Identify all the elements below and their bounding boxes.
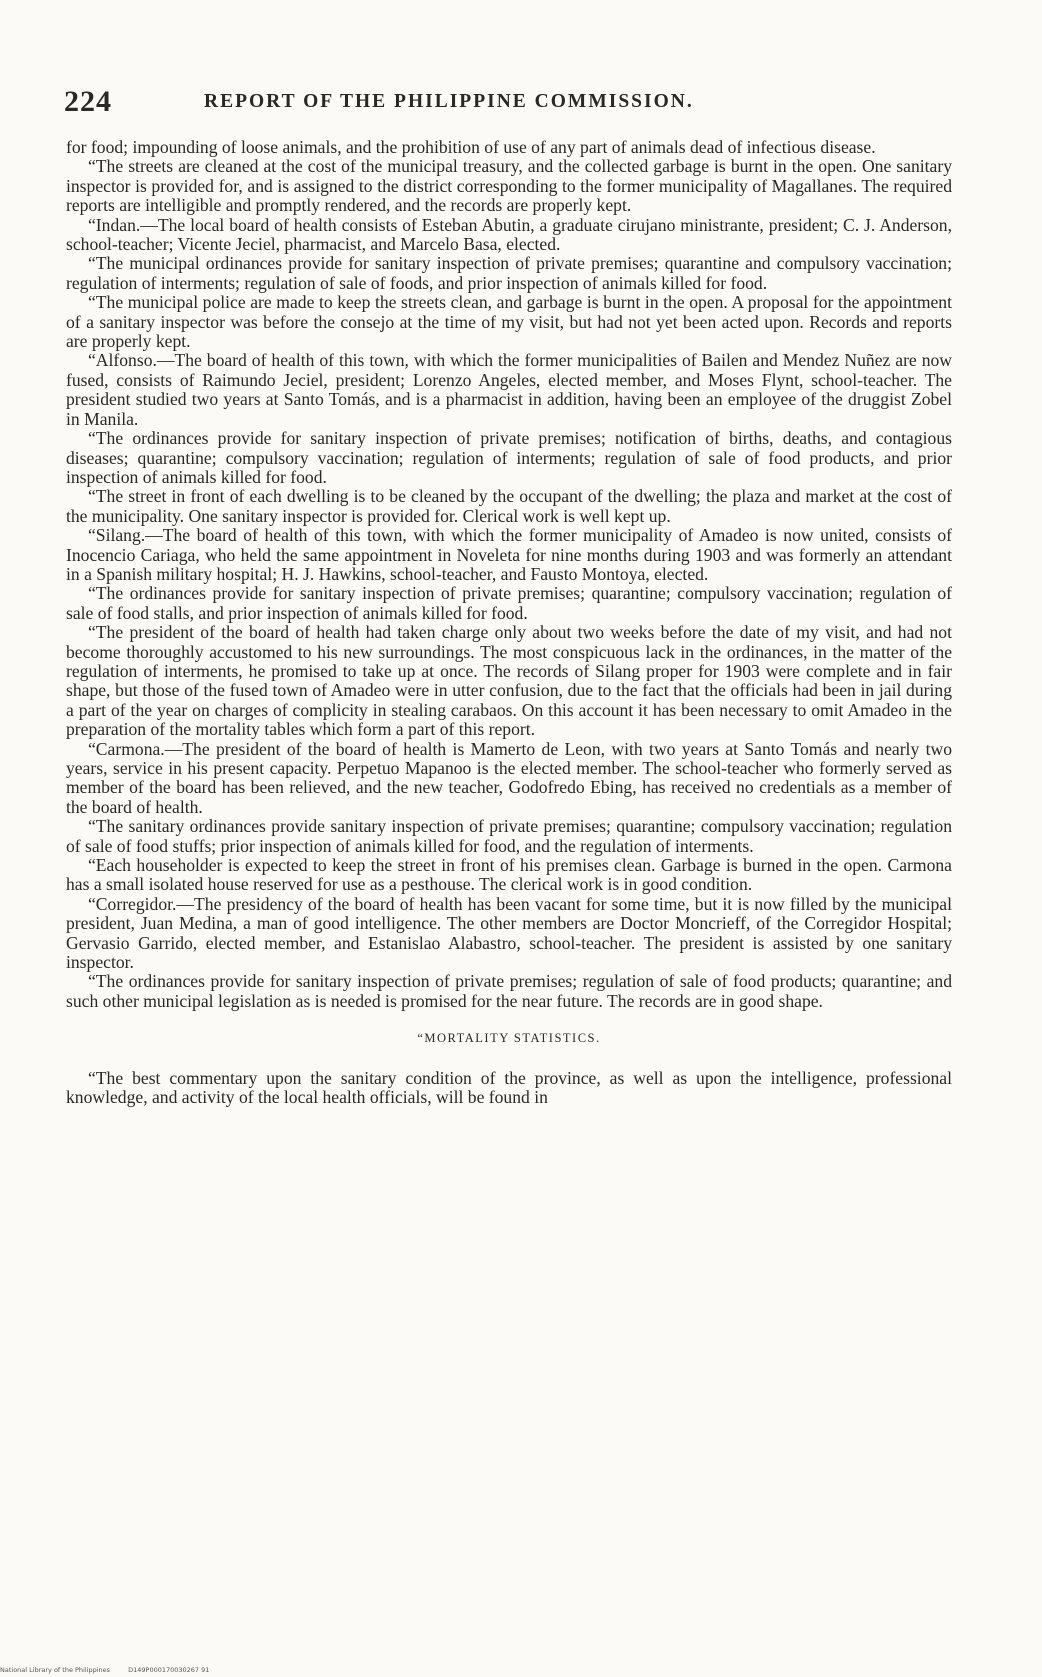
paragraph: “The municipal ordinances provide for sanitary inspection of private premises; quarantine and compulsory vaccination; regulation of interments; regulation of sale of foods, and prior inspection of animals killed for food. <box>66 253 952 293</box>
paragraph: “The streets are cleaned at the cost of the municipal treasury, and the collected garbage is burnt in the open. One sanitary inspector is provided for, and is assigned to the district corresponding to the former municipality of Magallanes. The required reports are intelligible and promptly rendered, and the records are properly kept. <box>66 156 952 216</box>
scan-footer <box>0 1666 225 1674</box>
paragraph: “The ordinances provide for sanitary inspection of private premises; quarantine; compulsory vaccination; regulation of sale of food stalls, and prior inspection of animals killed for food. <box>66 583 952 623</box>
paragraph: “Silang.—The board of health of this town, with which the former municipality of Amadeo is now united, consists of Inocencio Cariaga, who held the same appointment in Noveleta for nine months during 1903 and was formerly an attendant in a Spanish military hospital; H. J. Hawkins, school-teacher, and Fausto Montoya, elected. <box>66 525 952 584</box>
paragraph: “The ordinances provide for sanitary inspection of private premises; notification of births, deaths, and contagious diseases; quarantine; compulsory vaccination; regulation of interments; regulation of sale of food products, and prior inspection of animals killed for food. <box>66 428 952 487</box>
page-number: 224 <box>64 85 112 118</box>
paragraph: “Indan.—The local board of health consists of Esteban Abutin, a graduate cirujano ministrante, president; C. J. Anderson, school-teacher; Vicente Jeciel, pharmacist, and Marcelo Basa, elected. <box>66 214 952 255</box>
footer-library: National Library of the Philippines <box>0 1666 111 1674</box>
paragraph: “The street in front of each dwelling is to be cleaned by the occupant of the dwelling; the plaza and market at the cost of the municipality. One sanitary inspector is provided for. Clerical work is well kept up. <box>66 486 952 526</box>
paragraph: “The ordinances provide for sanitary inspection of private premises; regulation of sale of food products; quarantine; and such other municipal legislation as is needed is promised for the near future. The records are in good shape. <box>66 971 952 1011</box>
paragraph: “Carmona.—The president of the board of health is Mamerto de Leon, with two years at Santo Tomás and nearly two years, service in his present capacity. Perpetuo Mapanoo is the elected member. The school-teacher who formerly served as member of the board has been relieved, and the new teacher, Godofredo Ebing, has received no credentials as a member of the board of health. <box>66 738 952 817</box>
closing-paragraph: “The best commentary upon the sanitary condition of the province, as well as upon the intelligence, professional knowledge, and activity of the local health officials, will be found in <box>66 1067 952 1108</box>
paragraph: “The municipal police are made to keep the streets clean, and garbage is burnt in the open. A proposal for the appointment of a sanitary inspector was before the consejo at the time of my visit, but had not yet been acted upon. Records and reports are properly kept. <box>66 292 952 352</box>
footer-code: D149P000170030267 91 <box>128 1666 210 1674</box>
paragraph: “The president of the board of health had taken charge only about two weeks before the date of my visit, and had not become thoroughly accustomed to his new surroundings. The most conspicuous lack in the ordinances, in the matter of the regulation of interments, he promised to take up at once. The records of Silang proper for 1903 were complete and in fair shape, but those of the fused town of Amadeo were in utter confusion, due to the fact that the officials had been in jail during a part of the year on charges of complicity in stealing carabaos. On this account it has been necessary to omit Amadeo in the preparation of the mortality tables which form a part of this report. <box>66 622 952 740</box>
paragraph: “The sanitary ordinances provide sanitary inspection of private premises; quarantine; compulsory vaccination; regulation of sale of food stuffs; prior inspection of animals killed for food, and the regulation of interments. <box>66 816 952 856</box>
page-header <box>64 85 964 125</box>
paragraph: “Corregidor.—The presidency of the board of health has been vacant for some time, but it is now filled by the municipal president, Juan Medina, a man of good intelligence. The other members are Doctor Moncrieff, of the Corregidor Hospital; Gervasio Garrido, elected member, and Estanislao Alabastro, school-teacher. The president is assisted by one sanitary inspector. <box>66 893 952 973</box>
paragraph-continuation: for food; impounding of loose animals, and the prohibition of use of any part of animals dead of infectious disease. <box>66 137 876 157</box>
paragraph: “Each householder is expected to keep the street in front of his premises clean. Garbage is burned in the open. Carmona has a small isolated house reserved for use as a pesthouse. The clerical work is in good condition. <box>66 855 952 895</box>
section-heading: “MORTALITY STATISTICS. <box>417 1031 601 1046</box>
body-text <box>66 138 952 1108</box>
running-head: REPORT OF THE PHILIPPINE COMMISSION. <box>204 91 694 112</box>
paragraph: “Alfonso.—The board of health of this town, with which the former municipalities of Bailen and Mendez Nuñez are now fused, consists of Raimundo Jeciel, president; Lorenzo Angeles, elected member, and Moses Flynt, school-teacher. The president studied two years at Santo Tomás, and is a pharmacist in addition, having been an employee of the druggist Zobel in Manila. <box>66 350 952 429</box>
